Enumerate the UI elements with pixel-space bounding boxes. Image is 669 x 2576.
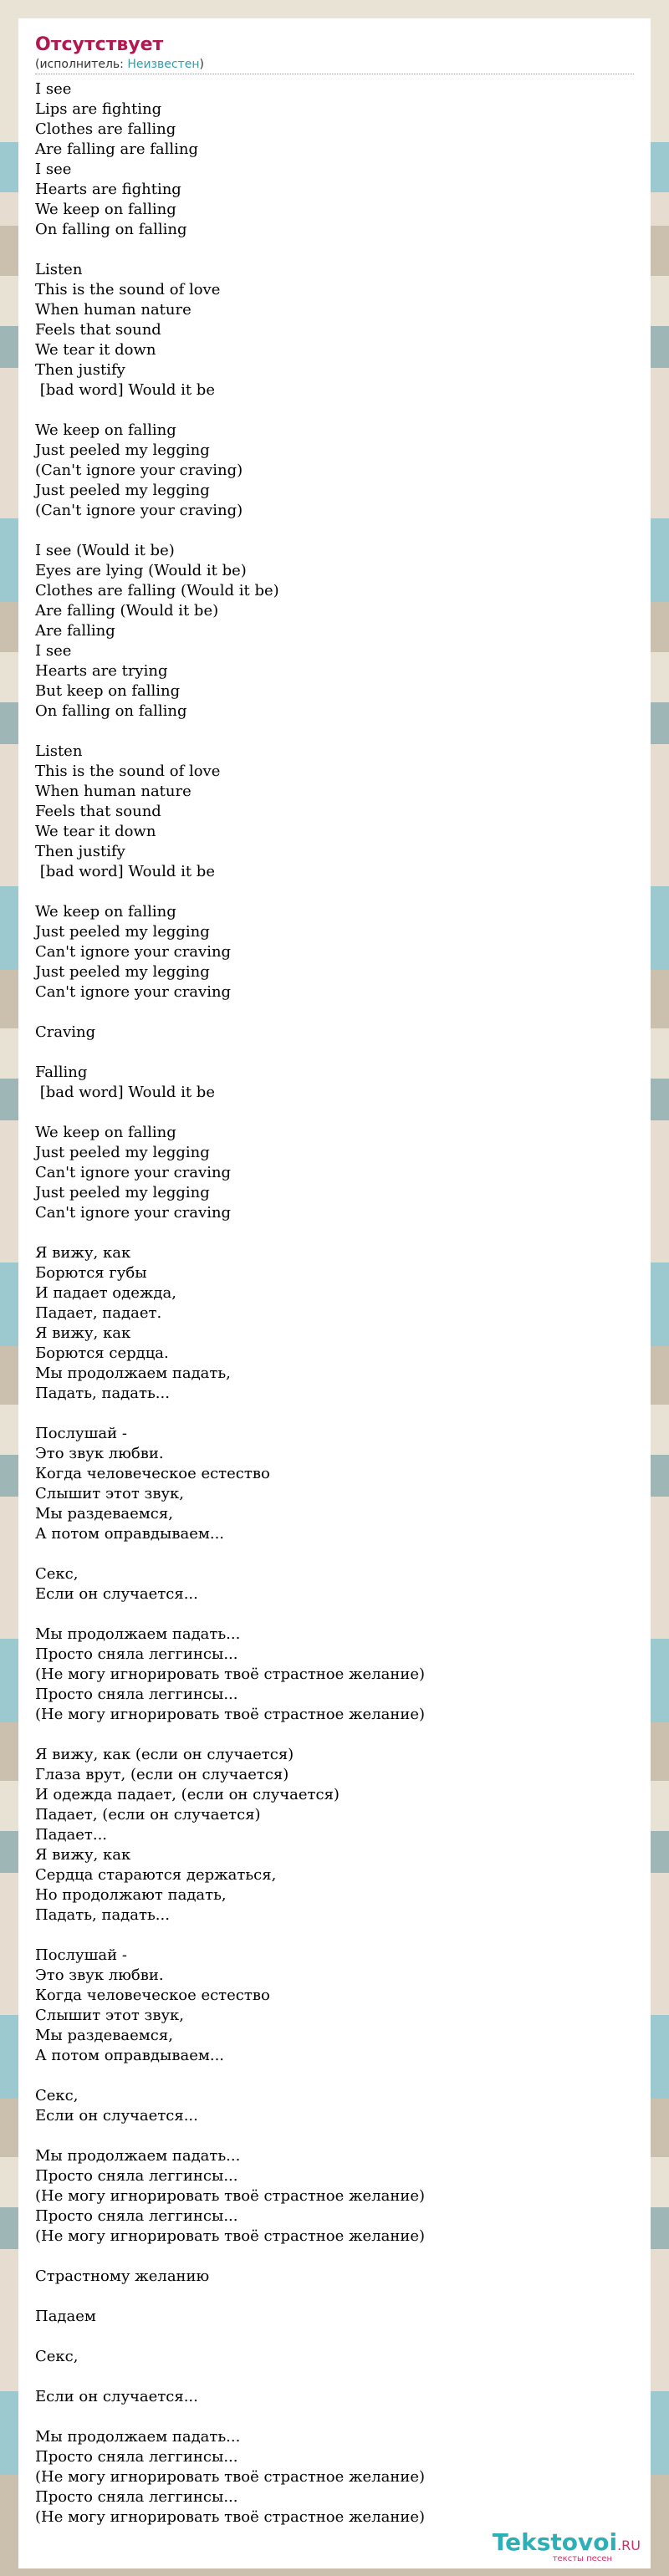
lyric-line: [35, 882, 634, 902]
lyric-line: Когда человеческое естество: [35, 1987, 270, 2004]
lyric-line: [35, 2367, 634, 2387]
lyric-line: [35, 1725, 634, 1745]
artist-link[interactable]: Неизвестен: [127, 58, 200, 71]
lyric-line: Just peeled my legging: [35, 482, 210, 499]
lyric-line: This is the sound of love: [35, 763, 221, 780]
lyric-line: Падаем: [35, 2308, 96, 2325]
lyric-line: Feels that sound: [35, 803, 161, 820]
lyric-line: When human nature: [35, 783, 192, 800]
lyric-line: Страстному желанию: [35, 2267, 210, 2285]
lyric-line: Я вижу, как: [35, 1846, 131, 1864]
lyric-line: We keep on falling: [35, 1124, 176, 1141]
artist-prefix: (исполнитель:: [35, 58, 128, 71]
artist-line: [35, 57, 634, 74]
lyric-line: (Не могу игнорировать твоё страстное желание): [35, 2468, 426, 2486]
lyric-line: We tear it down: [35, 341, 156, 359]
lyric-line: Just peeled my legging: [35, 963, 210, 981]
lyric-line: И одежда падает, (если он случается): [35, 1786, 340, 1803]
lyric-line: Hearts are fighting: [35, 181, 181, 198]
song-title: Отсутствует: [35, 34, 164, 55]
site-logo[interactable]: [493, 2530, 641, 2563]
lyric-line: Falling: [35, 1064, 88, 1081]
lyric-line: Падает...: [35, 1826, 108, 1844]
lyric-line: I see (Would it be): [35, 542, 175, 559]
lyric-line: Секс,: [35, 2087, 79, 2104]
lyric-line: Then justify: [35, 361, 125, 379]
lyric-line: А потом оправдываем...: [35, 2047, 225, 2064]
lyric-line: I see: [35, 642, 72, 660]
lyric-line: (Can't ignore your craving): [35, 462, 243, 479]
lyric-line: Clothes are falling: [35, 120, 176, 138]
lyric-line: [35, 1103, 634, 1123]
lyric-line: Падать, падать...: [35, 1906, 170, 1924]
lyric-line: [35, 2407, 634, 2427]
lyric-line: (Не могу игнорировать твоё страстное желание): [35, 2187, 426, 2205]
lyric-line: Просто сняла леггинсы...: [35, 1686, 238, 1703]
lyric-line: Просто сняла леггинсы...: [35, 2207, 238, 2225]
lyric-line: Секс,: [35, 1565, 79, 1583]
lyric-line: Слышит этот звук,: [35, 1485, 185, 1502]
lyric-line: Мы продолжаем падать,: [35, 1365, 231, 1382]
lyric-line: We keep on falling: [35, 903, 176, 921]
lyric-line: Мы продолжаем падать...: [35, 2147, 241, 2165]
lyric-line: Падать, падать...: [35, 1385, 170, 1402]
lyric-line: Я вижу, как: [35, 1244, 131, 1262]
lyric-line: [35, 2287, 634, 2307]
lyric-line: Listen: [35, 742, 83, 760]
lyric-line: (Не могу игнорировать твоё страстное желание): [35, 2227, 426, 2245]
lyric-line: On falling on falling: [35, 702, 187, 720]
lyric-line: Глаза врут, (если он случается): [35, 1766, 289, 1783]
lyric-line: Это звук любви.: [35, 1445, 164, 1462]
lyric-line: [35, 722, 634, 742]
lyric-line: [35, 1223, 634, 1243]
lyric-line: Просто сняла леггинсы...: [35, 1645, 238, 1663]
lyric-line: (Can't ignore your craving): [35, 502, 243, 519]
lyric-line: [bad word] Would it be: [35, 381, 215, 399]
lyric-line: When human nature: [35, 301, 192, 319]
lyric-line: Just peeled my legging: [35, 923, 210, 941]
lyric-line: We keep on falling: [35, 421, 176, 439]
lyric-line: (Не могу игнорировать твоё страстное желание): [35, 1706, 426, 1723]
lyric-line: [bad word] Would it be: [35, 863, 215, 880]
lyric-line: [bad word] Would it be: [35, 1084, 215, 1101]
lyric-line: Послушай -: [35, 1425, 127, 1442]
lyric-line: Can't ignore your craving: [35, 1164, 232, 1181]
lyric-line: [35, 2247, 634, 2267]
lyric-line: [35, 1002, 634, 1023]
lyric-line: Это звук любви.: [35, 1966, 164, 1984]
lyric-line: Мы продолжаем падать...: [35, 2428, 241, 2446]
lyric-line: Сердца стараются держаться,: [35, 1866, 277, 1884]
lyric-line: [35, 240, 634, 260]
lyric-line: Eyes are lying (Would it be): [35, 562, 247, 579]
lyric-line: [35, 1404, 634, 1424]
lyric-line: But keep on falling: [35, 682, 181, 700]
lyric-line: Then justify: [35, 843, 125, 860]
lyrics-text: [35, 79, 634, 2528]
lyric-line: Падает, падает.: [35, 1304, 162, 1322]
lyrics-card: [18, 18, 651, 2568]
logo-name: Tekstovoi: [492, 2528, 618, 2556]
lyric-line: Я вижу, как (если он случается): [35, 1746, 294, 1763]
lyric-line: Борются сердца.: [35, 1344, 169, 1362]
lyric-line: Просто сняла леггинсы...: [35, 2167, 238, 2185]
lyric-line: On falling on falling: [35, 221, 187, 238]
lyric-line: Если он случается...: [35, 2107, 198, 2125]
lyric-line: (Не могу игнорировать твоё страстное желание): [35, 2508, 426, 2526]
lyric-line: Мы продолжаем падать...: [35, 1625, 241, 1643]
lyric-line: [35, 2066, 634, 2086]
artist-suffix: ): [199, 58, 204, 71]
lyric-line: Послушай -: [35, 1946, 127, 1964]
lyric-line: Секс,: [35, 2348, 79, 2365]
lyric-line: Когда человеческое естество: [35, 1465, 270, 1482]
lyric-line: Просто сняла леггинсы...: [35, 2448, 238, 2466]
lyric-line: [35, 521, 634, 541]
lyric-line: [35, 2126, 634, 2146]
lyric-line: Are falling (Would it be): [35, 602, 219, 620]
lyric-line: I see: [35, 161, 72, 178]
lyric-line: А потом оправдываем...: [35, 1525, 225, 1543]
lyric-line: Are falling are falling: [35, 140, 198, 158]
lyric-line: [35, 1926, 634, 1946]
lyric-line: This is the sound of love: [35, 281, 221, 298]
logo-tagline: тексты песен: [552, 2554, 612, 2563]
lyric-line: We keep on falling: [35, 201, 176, 218]
lyric-line: Can't ignore your craving: [35, 943, 232, 961]
lyric-line: Hearts are trying: [35, 662, 168, 680]
logo-suffix: .RU: [617, 2538, 641, 2553]
lyric-line: Борются губы: [35, 1264, 147, 1282]
lyric-line: Я вижу, как: [35, 1324, 131, 1342]
lyric-line: [35, 1544, 634, 1564]
lyric-line: Listen: [35, 261, 83, 278]
lyric-line: Но продолжают падать,: [35, 1886, 227, 1904]
lyric-line: Падает, (если он случается): [35, 1806, 261, 1824]
lyric-line: Just peeled my legging: [35, 441, 210, 459]
lyric-line: Feels that sound: [35, 321, 161, 339]
lyric-line: [35, 400, 634, 421]
lyric-line: Can't ignore your craving: [35, 1204, 232, 1222]
lyric-line: Just peeled my legging: [35, 1184, 210, 1201]
lyric-line: [35, 2327, 634, 2347]
lyric-line: I see: [35, 80, 72, 98]
lyric-line: Are falling: [35, 622, 115, 640]
lyric-line: Craving: [35, 1023, 96, 1041]
lyric-line: Just peeled my legging: [35, 1144, 210, 1161]
lyric-line: Мы раздеваемся,: [35, 2027, 173, 2044]
lyric-line: Если он случается...: [35, 2388, 198, 2405]
lyric-line: (Не могу игнорировать твоё страстное желание): [35, 1665, 426, 1683]
lyric-line: Если он случается...: [35, 1585, 198, 1603]
lyric-line: [35, 1043, 634, 1063]
lyric-line: И падает одежда,: [35, 1284, 176, 1302]
lyric-line: Просто сняла леггинсы...: [35, 2488, 238, 2506]
lyric-line: Слышит этот звук,: [35, 2007, 185, 2024]
lyric-line: Lips are fighting: [35, 100, 162, 118]
lyric-line: [35, 1604, 634, 1625]
lyric-line: Clothes are falling (Would it be): [35, 582, 279, 599]
lyric-line: Мы раздеваемся,: [35, 1505, 173, 1523]
lyric-line: We tear it down: [35, 823, 156, 840]
lyric-line: Can't ignore your craving: [35, 983, 232, 1001]
